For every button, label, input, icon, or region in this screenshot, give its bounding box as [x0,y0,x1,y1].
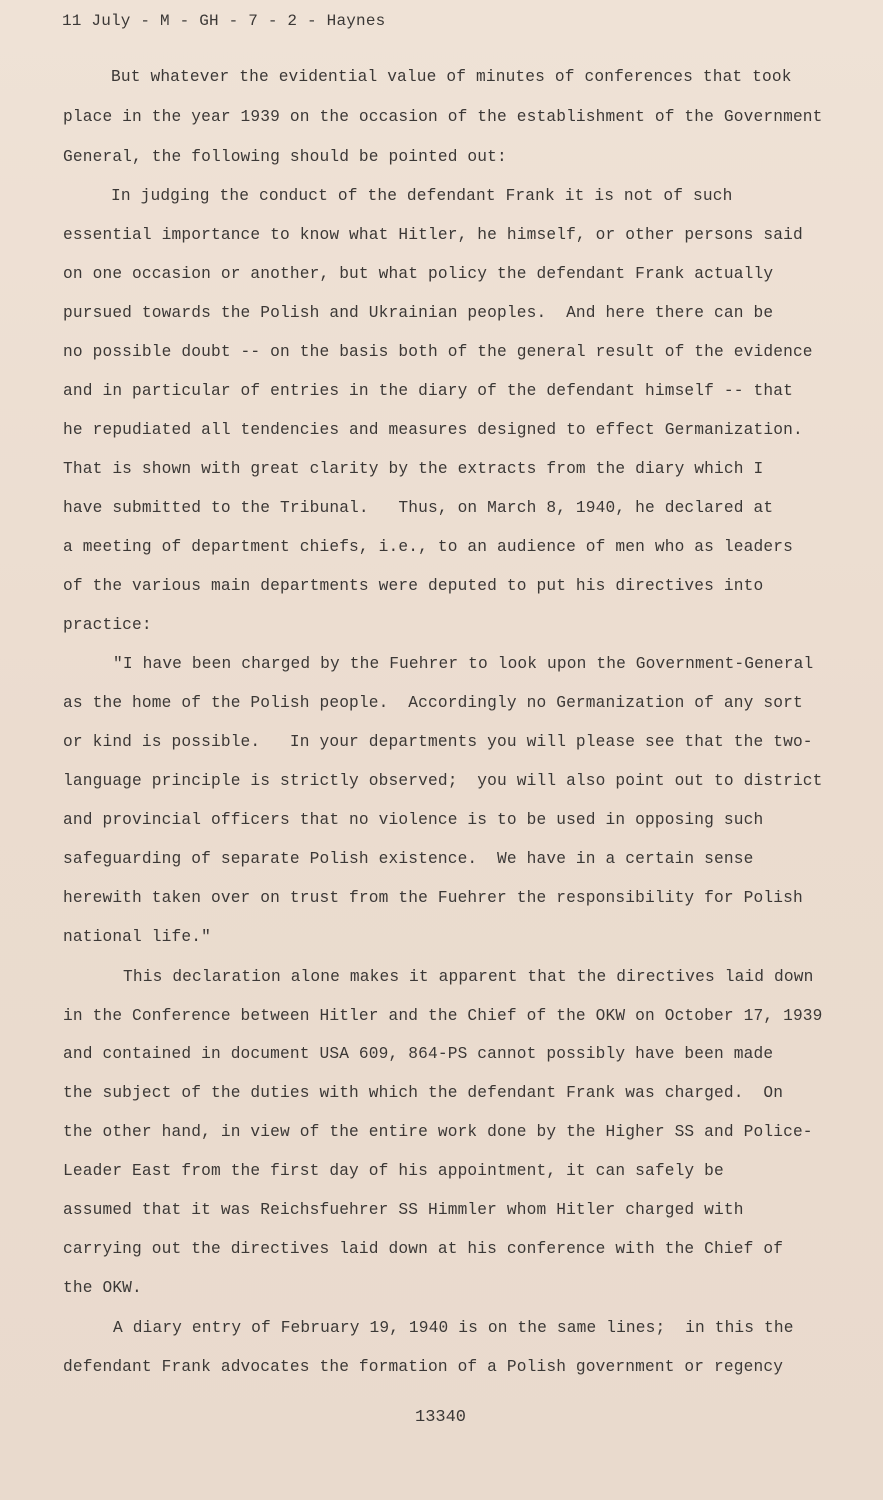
text-line: essential importance to know what Hitler, he himself, or other persons said [63,226,803,244]
text-line: Leader East from the first day of his appointment, it can safely be [63,1162,724,1180]
text-line: practice: [63,616,152,634]
text-line: he repudiated all tendencies and measures designed to effect Germanization. [63,421,803,439]
page-header: 11 July - M - GH - 7 - 2 - Haynes [62,12,386,30]
text-line: A diary entry of February 19, 1940 is on the same lines; in this the [113,1319,794,1337]
text-line: have submitted to the Tribunal. Thus, on March 8, 1940, he declared at [63,499,774,517]
quote-line: "I have been charged by the Fuehrer to look upon the Government-General [113,655,814,673]
quote-line: or kind is possible. In your departments you will please see that the two- [63,733,813,751]
quote-line: herewith taken over on trust from the Fuehrer the responsibility for Polish [63,889,803,907]
text-line: a meeting of department chiefs, i.e., to an audience of men who as leaders [63,538,793,556]
text-line: This declaration alone makes it apparent that the directives laid down [123,968,814,986]
quote-line: as the home of the Polish people. Accordingly no Germanization of any sort [63,694,803,712]
text-line: on one occasion or another, but what policy the defendant Frank actually [63,265,774,283]
text-line: and contained in document USA 609, 864-PS cannot possibly have been made [63,1045,774,1063]
text-line: That is shown with great clarity by the extracts from the diary which I [63,460,764,478]
text-line: carrying out the directives laid down at his conference with the Chief of [63,1240,784,1258]
text-line: But whatever the evidential value of minutes of conferences that took [111,68,792,86]
text-line: of the various main departments were deputed to put his directives into [63,577,764,595]
text-line: defendant Frank advocates the formation of a Polish government or regency [63,1358,784,1376]
text-line: the OKW. [63,1279,142,1297]
text-line: the other hand, in view of the entire work done by the Higher SS and Police- [63,1123,813,1141]
quote-line: and provincial officers that no violence is to be used in opposing such [63,811,764,829]
text-line: General, the following should be pointed out: [63,148,507,166]
quote-line: national life." [63,928,211,946]
quote-line: safeguarding of separate Polish existence. We have in a certain sense [63,850,754,868]
text-line: assumed that it was Reichsfuehrer SS Himmler whom Hitler charged with [63,1201,744,1219]
text-line: in the Conference between Hitler and the Chief of the OKW on October 17, 1939 [63,1007,823,1025]
text-line: place in the year 1939 on the occasion of the establishment of the Government [63,108,823,126]
text-line: the subject of the duties with which the defendant Frank was charged. On [63,1084,784,1102]
text-line: pursued towards the Polish and Ukrainian peoples. And here there can be [63,304,774,322]
text-line: and in particular of entries in the diary of the defendant himself -- that [63,382,793,400]
text-line: no possible doubt -- on the basis both of the general result of the evidence [63,343,813,361]
page-number: 13340 [415,1408,467,1427]
text-line: In judging the conduct of the defendant Frank it is not of such [111,187,733,205]
quote-line: language principle is strictly observed; you will also point out to district [63,772,823,790]
